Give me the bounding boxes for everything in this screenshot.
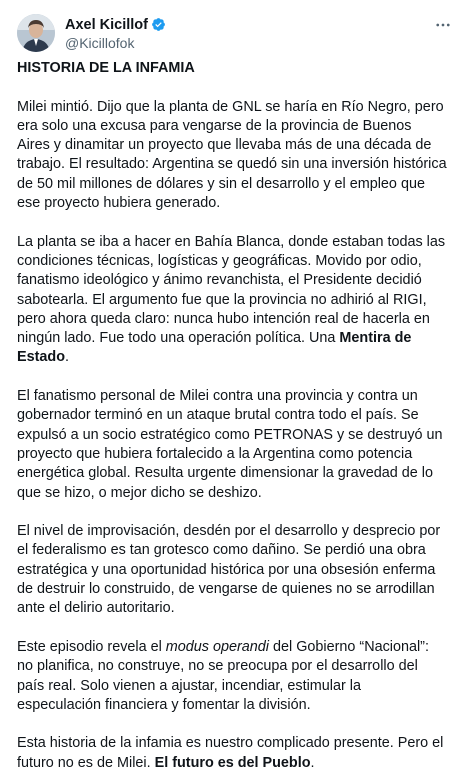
paragraph-4: El nivel de improvisación, desdén por el desarrollo y desprecio por el federalismo es tan grotesco como dañino. Se perdió una obra estratégica y una oportunidad histórica por una obsesión enferma de destruir lo construido, de vengarse de quienes no se arrodillan ante el delirio autoritario.	[17, 523, 441, 617]
verified-badge-icon	[151, 17, 166, 32]
tweet-title: HISTORIA DE LA INFAMIA	[17, 60, 195, 76]
more-horizontal-icon	[434, 16, 452, 34]
display-name-row	[65, 15, 166, 34]
handle[interactable]: @Kicillofok	[65, 35, 135, 51]
paragraph-2	[17, 233, 447, 368]
tweet-header	[17, 13, 458, 53]
paragraph-5-rest: del Gobierno “Nacional”: no planifica, no construye, no se preocupa por el desarrollo del país real. Solo vienen a ajustar, incendiar, estimular la especulación financiera y fomentar la división.	[17, 638, 429, 713]
author-names	[65, 15, 166, 51]
paragraph-5-italic: modus operandi	[165, 638, 269, 655]
avatar[interactable]	[17, 14, 55, 52]
paragraph-6-text: Esta historia de la infamia es nuestro complicado presente. Pero el futuro no es de Milei.	[17, 735, 444, 771]
paragraph-6	[17, 734, 447, 773]
tweet-text	[17, 59, 447, 773]
more-options-button[interactable]	[428, 13, 458, 37]
paragraph-2-text: La planta se iba a hacer en Bahía Blanca, donde estaban todas las condiciones técnicas, logísticas y geográficas. Movido por odio, fanatismo ideológico y ánimo revanchista, el Presidente decidió sabotearla. El argumento fue que la provincia no adhirió al RIGI, pero ahora queda claro: nunca hubo intención real de hacerla en ningún lado. Fue todo una operación política. Una	[17, 233, 446, 347]
paragraph-2-bold: Mentira de Estado	[17, 330, 412, 366]
paragraph-1: Milei mintió. Dijo que la planta de GNL se haría en Río Negro, pero era solo una excusa para vengarse de la provincia de Buenos Aires y dinamitar un proyecto que llevaba más de una década de trabajo. El resultado: Argentina se quedó sin una inversión histórica de 50 mil millones de dólares y sin el desarrollo y el empleo que ese proyecto hubiera generado.	[17, 98, 447, 212]
display-name[interactable]: Axel Kicillof	[65, 16, 148, 33]
paragraph-2-end: .	[64, 349, 69, 366]
paragraph-6-end: .	[310, 754, 315, 771]
paragraph-5	[17, 638, 447, 715]
paragraph-5-start: Este episodio revela el	[17, 638, 166, 655]
paragraph-3: El fanatismo personal de Milei contra una provincia y contra un gobernador terminó en un ataque brutal contra todo el país. Se expulsó a un socio estratégico como PETRONAS y se destruyó un proyecto que hubiera fortalecido a la Argentina como potencia energética global. Resulta urgente dimensionar la gravedad de lo que se hizo, o mejor dicho se deshizo.	[17, 388, 443, 501]
paragraph-6-bold: El futuro es del Pueblo	[154, 754, 311, 771]
profile-photo	[17, 14, 55, 52]
